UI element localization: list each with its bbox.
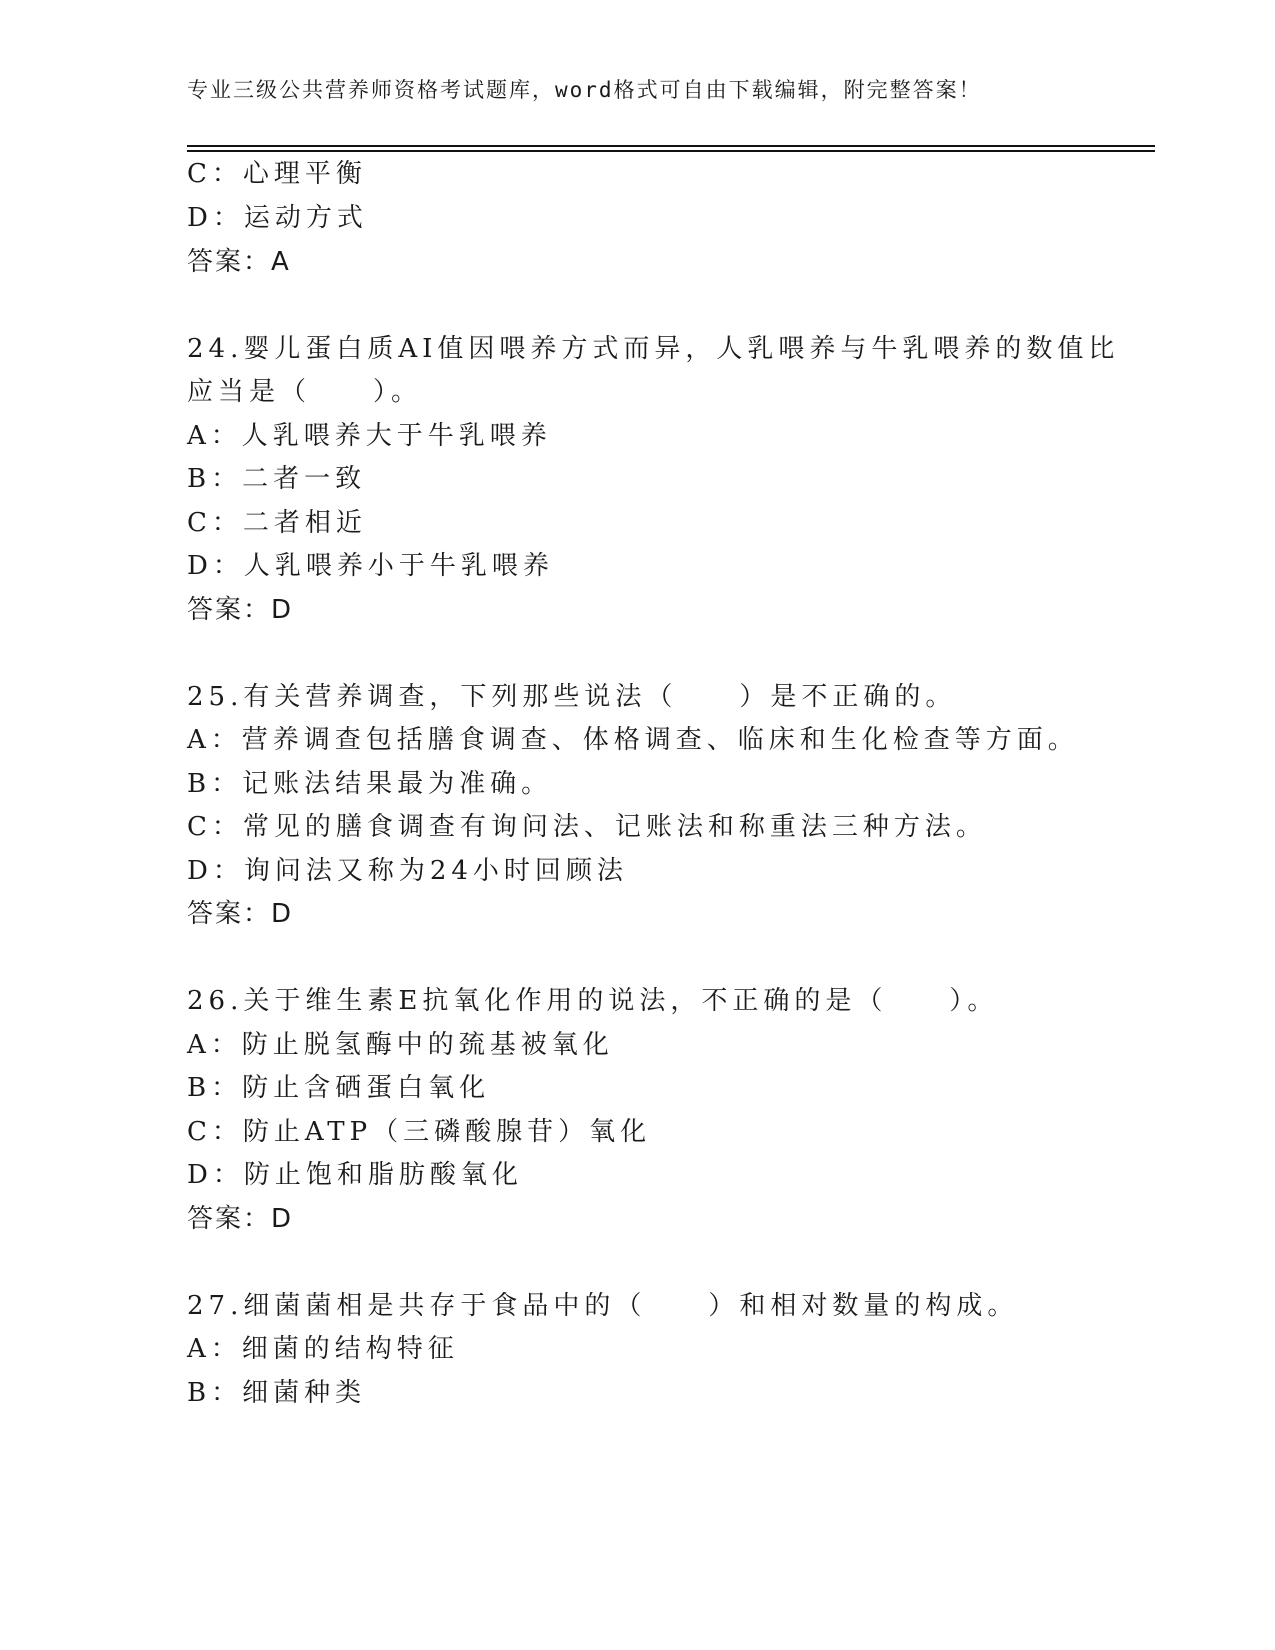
option-b: B：防止含硒蛋白氧化 xyxy=(187,1073,491,1103)
option-c: C：常见的膳食调查有询问法、记账法和称重法三种方法。 xyxy=(187,812,987,842)
option-d: D：运动方式 xyxy=(187,203,368,233)
option-c: C：防止ATP（三磷酸腺苷）氧化 xyxy=(187,1117,652,1147)
option-d: D：询问法又称为24小时回顾法 xyxy=(187,856,628,886)
option-a: A：防止脱氢酶中的巯基被氧化 xyxy=(187,1030,614,1060)
question-stem-continued: 应当是（ ）。 xyxy=(187,377,423,407)
question-stem: 24.婴儿蛋白质AI值因喂养方式而异，人乳喂养与牛乳喂养的数值比 xyxy=(187,334,1120,364)
question-stem: 25.有关营养调查，下列那些说法（ ）是不正确的。 xyxy=(187,682,957,712)
page-header: 专业三级公共营养师资格考试题库，word格式可自由下载编辑，附完整答案！ xyxy=(187,78,982,102)
question-stem: 26.关于维生素E抗氧化作用的说法，不正确的是（ ）。 xyxy=(187,986,999,1016)
option-a: A：人乳喂养大于牛乳喂养 xyxy=(187,421,552,451)
question-stem: 27.细菌菌相是共存于食品中的（ ）和相对数量的构成。 xyxy=(187,1291,1019,1321)
header-rule-bottom xyxy=(187,150,1155,152)
answer-line: 答案：D xyxy=(187,1204,294,1234)
header-rule-top xyxy=(187,145,1155,147)
option-a: A：细菌的结构特征 xyxy=(187,1334,459,1364)
answer-line: 答案：D xyxy=(187,899,294,929)
option-b: B：二者一致 xyxy=(187,464,367,494)
option-b: B：细菌种类 xyxy=(187,1378,367,1408)
option-b: B：记账法结果最为准确。 xyxy=(187,769,553,799)
option-d: D：人乳喂养小于牛乳喂养 xyxy=(187,551,554,581)
option-d: D：防止饱和脂肪酸氧化 xyxy=(187,1160,523,1190)
answer-line: 答案：D xyxy=(187,595,294,625)
answer-line: 答案：A xyxy=(187,247,291,277)
option-a: A：营养调查包括膳食调查、体格调查、临床和生化检查等方面。 xyxy=(187,725,1079,755)
option-c: C：二者相近 xyxy=(187,508,367,538)
option-c: C：心理平衡 xyxy=(187,159,367,189)
